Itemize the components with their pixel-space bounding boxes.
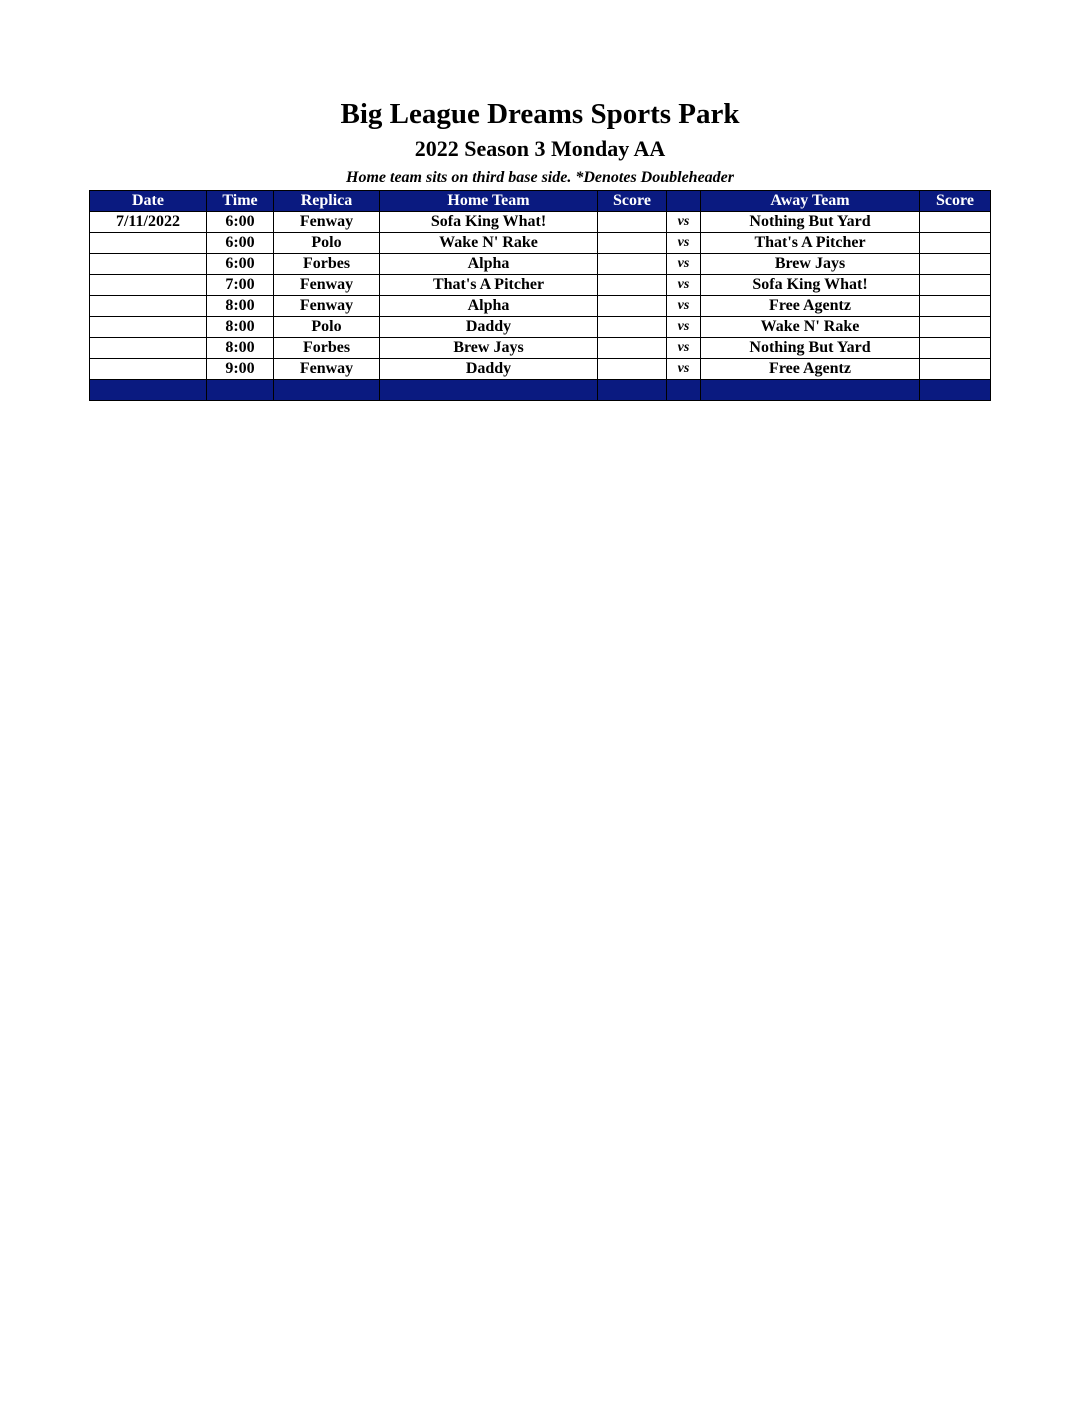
cell-date: 7/11/2022 [90,212,207,233]
table-row [90,233,991,254]
footer-cell [667,380,701,401]
cell-date [90,359,207,380]
cell-time: 8:00 [207,317,274,338]
footer-cell [598,380,667,401]
cell-away-team: Sofa King What! [701,275,920,296]
cell-home-team: Alpha [380,296,598,317]
cell-vs: vs [667,338,701,359]
cell-replica: Forbes [274,338,380,359]
cell-home-team: That's A Pitcher [380,275,598,296]
cell-home-score [598,338,667,359]
cell-away-team: Free Agentz [701,359,920,380]
cell-time: 8:00 [207,296,274,317]
header-date: Date [90,191,207,212]
footer-cell [380,380,598,401]
cell-replica: Fenway [274,296,380,317]
cell-away-team: Nothing But Yard [701,212,920,233]
cell-date [90,317,207,338]
cell-away-score [920,317,991,338]
schedule-table [89,190,991,401]
table-row [90,254,991,275]
cell-away-score [920,212,991,233]
cell-home-team: Wake N' Rake [380,233,598,254]
cell-home-score [598,275,667,296]
table-footer-bar [90,380,991,401]
cell-time: 9:00 [207,359,274,380]
cell-date [90,233,207,254]
cell-home-team: Daddy [380,359,598,380]
footer-cell [701,380,920,401]
footer-cell [920,380,991,401]
table-row [90,338,991,359]
table-row [90,275,991,296]
cell-home-team: Alpha [380,254,598,275]
cell-home-score [598,233,667,254]
cell-away-team: Brew Jays [701,254,920,275]
cell-vs: vs [667,317,701,338]
cell-vs: vs [667,296,701,317]
doubleheader-note: Home team sits on third base side. *Denotes Doubleheader [346,169,734,186]
page-subtitle: 2022 Season 3 Monday AA [414,136,666,161]
cell-home-score [598,212,667,233]
cell-away-score [920,233,991,254]
cell-vs: vs [667,275,701,296]
cell-vs: vs [667,212,701,233]
cell-replica: Polo [274,233,380,254]
cell-time: 8:00 [207,338,274,359]
table-row [90,359,991,380]
cell-vs: vs [667,233,701,254]
cell-away-team: That's A Pitcher [701,233,920,254]
cell-replica: Fenway [274,212,380,233]
cell-away-score [920,359,991,380]
cell-home-score [598,254,667,275]
cell-home-score [598,359,667,380]
header-home-score: Score [598,191,667,212]
header-away-team: Away Team [701,191,920,212]
cell-away-team: Free Agentz [701,296,920,317]
cell-replica: Polo [274,317,380,338]
cell-home-team: Daddy [380,317,598,338]
cell-home-score [598,296,667,317]
cell-away-team: Nothing But Yard [701,338,920,359]
cell-away-score [920,296,991,317]
cell-away-score [920,275,991,296]
table-row [90,296,991,317]
table-header-row [90,191,991,212]
cell-home-score [598,317,667,338]
cell-date [90,254,207,275]
header-replica: Replica [274,191,380,212]
cell-home-team: Sofa King What! [380,212,598,233]
cell-away-score [920,338,991,359]
cell-home-team: Brew Jays [380,338,598,359]
table-row [90,212,991,233]
cell-replica: Fenway [274,275,380,296]
cell-date [90,296,207,317]
page-title: Big League Dreams Sports Park [340,98,740,130]
footer-cell [274,380,380,401]
cell-replica: Fenway [274,359,380,380]
footer-cell [207,380,274,401]
cell-time: 6:00 [207,212,274,233]
cell-away-team: Wake N' Rake [701,317,920,338]
table-row [90,317,991,338]
footer-cell [90,380,207,401]
cell-time: 6:00 [207,254,274,275]
cell-vs: vs [667,359,701,380]
header-away-score: Score [920,191,991,212]
cell-time: 6:00 [207,233,274,254]
cell-away-score [920,254,991,275]
header-home-team: Home Team [380,191,598,212]
cell-date [90,338,207,359]
header-time: Time [207,191,274,212]
cell-date [90,275,207,296]
header-vs [667,191,701,212]
cell-vs: vs [667,254,701,275]
cell-time: 7:00 [207,275,274,296]
cell-replica: Forbes [274,254,380,275]
